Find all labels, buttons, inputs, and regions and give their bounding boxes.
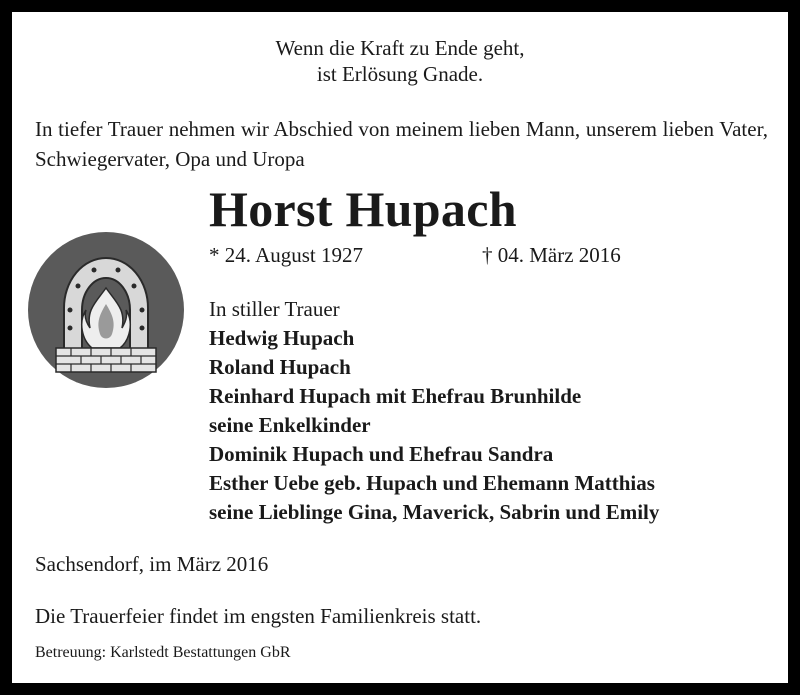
motto-line-1: Wenn die Kraft zu Ende geht,	[275, 36, 525, 60]
mourner-line: Roland Hupach	[209, 355, 351, 379]
horseshoe-flame-icon	[26, 230, 186, 390]
mourner-line: seine Enkelkinder	[209, 413, 371, 437]
intro-text: In tiefer Trauer nehmen wir Abschied von meinem lieben Mann, unserem lieben Vater, Schwiegervater, Opa und Uropa	[35, 117, 768, 171]
ceremony-note: Die Trauerfeier findet im engsten Familienkreis statt.	[35, 604, 482, 628]
funeral-home-credit: Betreuung: Karlstedt Bestattungen GbR	[35, 644, 291, 661]
mourner-line: Esther Uebe geb. Hupach und Ehemann Matthias	[209, 471, 655, 495]
mourner-line: Reinhard Hupach mit Ehefrau Brunhilde	[209, 384, 582, 408]
place-date: Sachsendorf, im März 2016	[35, 552, 269, 576]
obituary-notice	[12, 12, 788, 683]
mourners-heading: In stiller Trauer	[209, 297, 340, 321]
mourner-line: Hedwig Hupach	[209, 326, 355, 350]
birth-date: * 24. August 1927	[209, 243, 364, 267]
mourner-line: seine Lieblinge Gina, Maverick, Sabrin und Emily	[209, 500, 660, 524]
motto-line-2: ist Erlösung Gnade.	[316, 62, 484, 86]
death-date: † 04. März 2016	[482, 243, 621, 267]
mourner-line: Dominik Hupach und Ehefrau Sandra	[209, 442, 554, 466]
mourners-list	[209, 295, 659, 527]
deceased-name: Horst Hupach	[209, 181, 517, 237]
